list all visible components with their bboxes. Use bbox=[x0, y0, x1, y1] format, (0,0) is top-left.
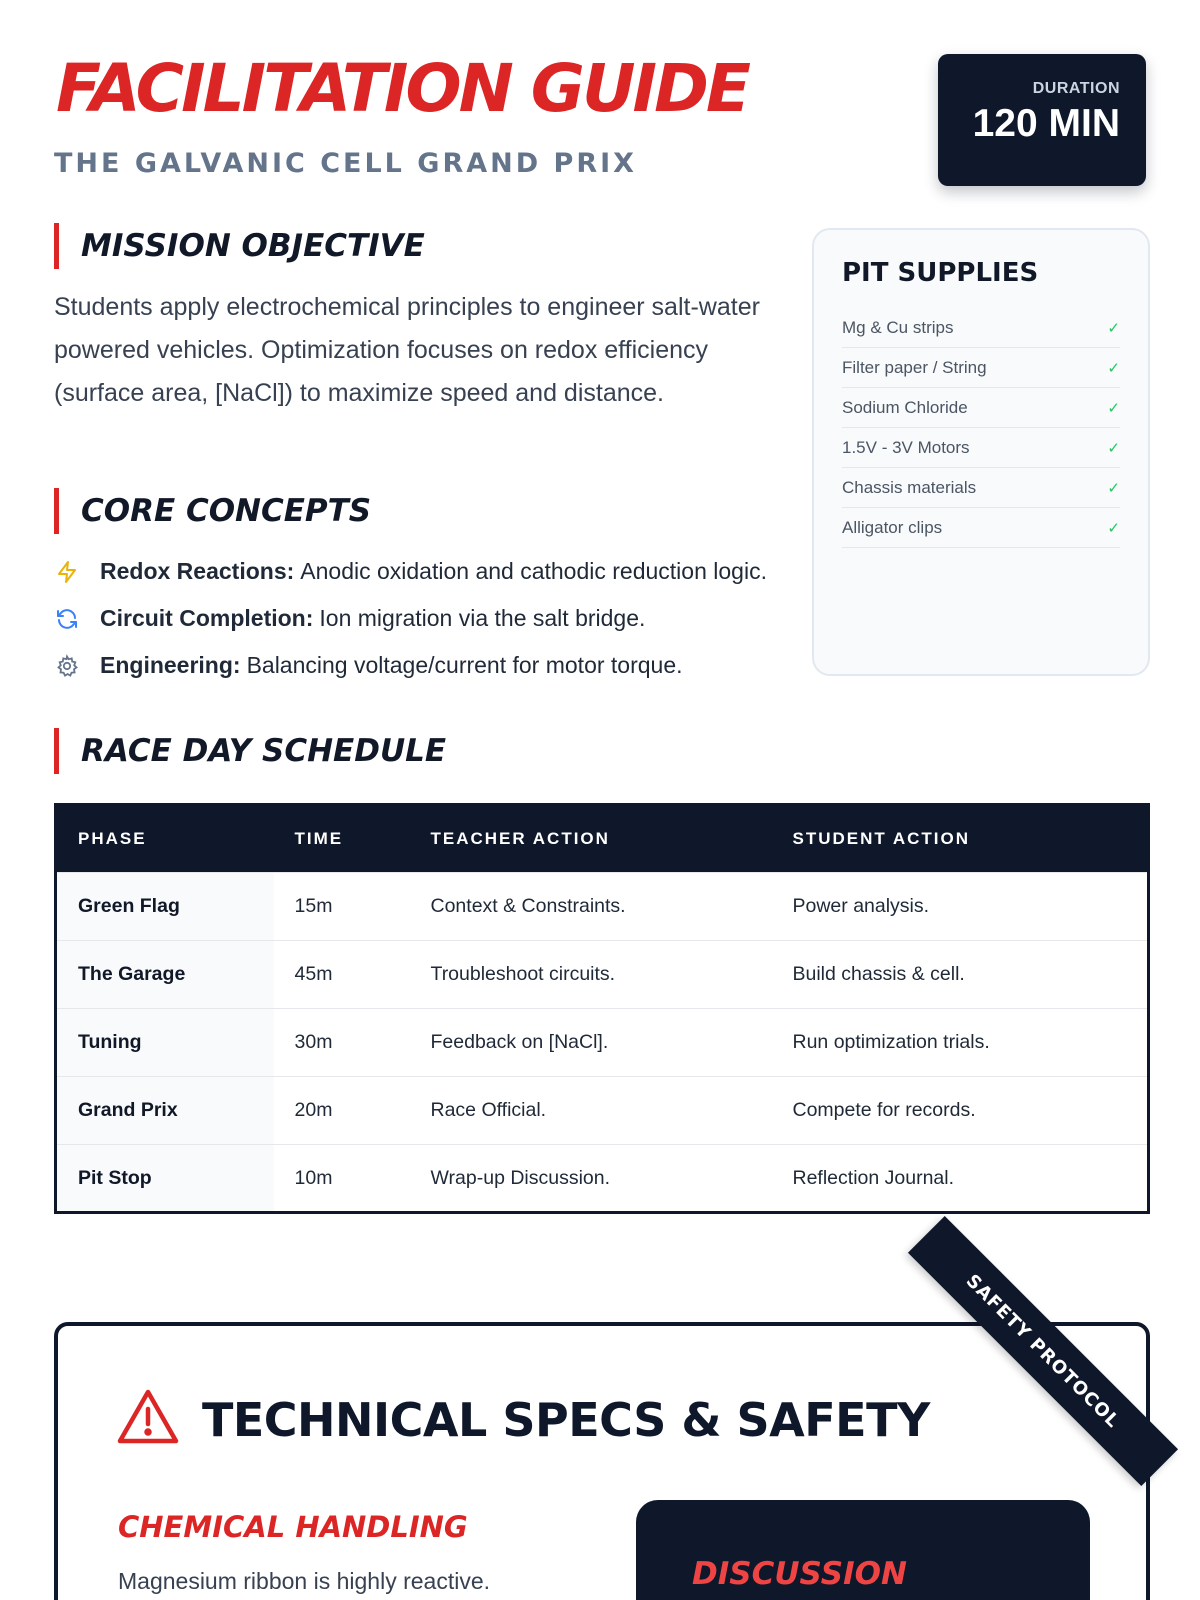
chemical-handling-text: Magnesium ribbon is highly reactive. bbox=[118, 1568, 491, 1594]
phase-cell: Grand Prix bbox=[56, 1077, 274, 1145]
phase-cell: Pit Stop bbox=[56, 1145, 274, 1213]
supply-label: Alligator clips bbox=[842, 517, 943, 537]
concept-term: Engineering: bbox=[100, 652, 241, 678]
safety-protocol-ribbon: SAFETY PROTOCOL bbox=[908, 1216, 1178, 1486]
time-cell: 45m bbox=[274, 941, 410, 1009]
student-action-cell: Compete for records. bbox=[772, 1077, 1149, 1145]
student-action-cell: Run optimization trials. bbox=[772, 1009, 1149, 1077]
schedule-heading-text: RACE DAY SCHEDULE bbox=[81, 733, 447, 769]
column-header: TEACHER ACTION bbox=[410, 805, 772, 873]
column-header: TIME bbox=[274, 805, 410, 873]
time-cell: 10m bbox=[274, 1145, 410, 1213]
table-row bbox=[56, 873, 1149, 941]
discussion-card bbox=[636, 1500, 1090, 1600]
chemical-handling-title: CHEMICAL HANDLING bbox=[118, 1510, 468, 1544]
teacher-action-cell: Race Official. bbox=[410, 1077, 772, 1145]
duration-value: 120 MIN bbox=[972, 102, 1120, 145]
column-header: PHASE bbox=[56, 805, 274, 873]
teacher-action-cell: Troubleshoot circuits. bbox=[410, 941, 772, 1009]
concept-text: Ion migration via the salt bridge. bbox=[319, 605, 646, 631]
phase-cell: Green Flag bbox=[56, 873, 274, 941]
teacher-action-cell: Feedback on [NaCl]. bbox=[410, 1009, 772, 1077]
discussion-title: DISCUSSION bbox=[692, 1556, 907, 1592]
concepts-heading-text: CORE CONCEPTS bbox=[81, 493, 372, 529]
concept-item bbox=[54, 642, 767, 689]
heading-accent-bar bbox=[54, 728, 59, 774]
supply-item bbox=[842, 428, 1120, 468]
duration-label: DURATION bbox=[1032, 80, 1120, 97]
pit-supplies-heading: PIT SUPPLIES bbox=[842, 258, 1039, 288]
supply-item bbox=[842, 388, 1120, 428]
schedule-table bbox=[54, 803, 1150, 1214]
supply-label: Filter paper / String bbox=[842, 357, 987, 377]
concept-term: Circuit Completion: bbox=[100, 605, 314, 631]
student-action-cell: Power analysis. bbox=[772, 873, 1149, 941]
teacher-action-cell: Wrap-up Discussion. bbox=[410, 1145, 772, 1213]
concept-term: Redox Reactions: bbox=[100, 558, 295, 584]
check-icon: ✓ bbox=[1107, 479, 1120, 497]
supply-label: Mg & Cu strips bbox=[842, 317, 954, 337]
column-header: STUDENT ACTION bbox=[772, 805, 1149, 873]
phase-cell: Tuning bbox=[56, 1009, 274, 1077]
table-header-row bbox=[56, 805, 1149, 873]
check-icon: ✓ bbox=[1107, 519, 1120, 537]
concept-item bbox=[54, 548, 767, 595]
heading-accent-bar bbox=[54, 488, 59, 534]
supply-item bbox=[842, 508, 1120, 548]
student-action-cell: Build chassis & cell. bbox=[772, 941, 1149, 1009]
check-icon: ✓ bbox=[1107, 319, 1120, 337]
page-subtitle: THE GALVANIC CELL GRAND PRIX bbox=[54, 148, 637, 179]
concept-text: Anodic oxidation and cathodic reduction logic. bbox=[300, 558, 767, 584]
safety-card bbox=[54, 1322, 1150, 1600]
schedule-heading bbox=[54, 728, 446, 774]
table-row bbox=[56, 1009, 1149, 1077]
heading-accent-bar bbox=[54, 223, 59, 269]
warning-icon bbox=[116, 1388, 180, 1451]
supply-label: Chassis materials bbox=[842, 477, 977, 497]
teacher-action-cell: Context & Constraints. bbox=[410, 873, 772, 941]
mission-heading-text: MISSION OBJECTIVE bbox=[81, 228, 425, 264]
table-row bbox=[56, 941, 1149, 1009]
student-action-cell: Reflection Journal. bbox=[772, 1145, 1149, 1213]
check-icon: ✓ bbox=[1107, 359, 1120, 377]
supply-label: Sodium Chloride bbox=[842, 397, 968, 417]
time-cell: 15m bbox=[274, 873, 410, 941]
mission-text: Students apply electrochemical principles to engineer salt-water powered vehicles. Optimization focuses on redox efficiency (surface area, [NaCl]) to maximize speed and distance. bbox=[54, 293, 760, 407]
supply-label: 1.5V - 3V Motors bbox=[842, 437, 970, 457]
concept-item bbox=[54, 595, 767, 642]
pit-supplies-card bbox=[812, 228, 1150, 676]
time-cell: 30m bbox=[274, 1009, 410, 1077]
supply-item bbox=[842, 468, 1120, 508]
page-title: FACILITATION GUIDE bbox=[56, 50, 748, 127]
concept-text: Balancing voltage/current for motor torque. bbox=[246, 652, 683, 678]
safety-heading-text: TECHNICAL SPECS & SAFETY bbox=[202, 1392, 930, 1447]
mission-heading bbox=[54, 223, 425, 269]
table-row bbox=[56, 1145, 1149, 1213]
phase-cell: The Garage bbox=[56, 941, 274, 1009]
lightning-icon bbox=[54, 559, 80, 585]
concepts-heading bbox=[54, 488, 371, 534]
refresh-icon bbox=[54, 606, 80, 632]
check-icon: ✓ bbox=[1107, 399, 1120, 417]
supply-item bbox=[842, 348, 1120, 388]
check-icon: ✓ bbox=[1107, 439, 1120, 457]
safety-heading bbox=[116, 1388, 930, 1451]
gear-icon bbox=[54, 653, 80, 679]
supply-item bbox=[842, 308, 1120, 348]
table-row bbox=[56, 1077, 1149, 1145]
concepts-list bbox=[54, 548, 767, 689]
duration-badge bbox=[938, 54, 1146, 186]
time-cell: 20m bbox=[274, 1077, 410, 1145]
